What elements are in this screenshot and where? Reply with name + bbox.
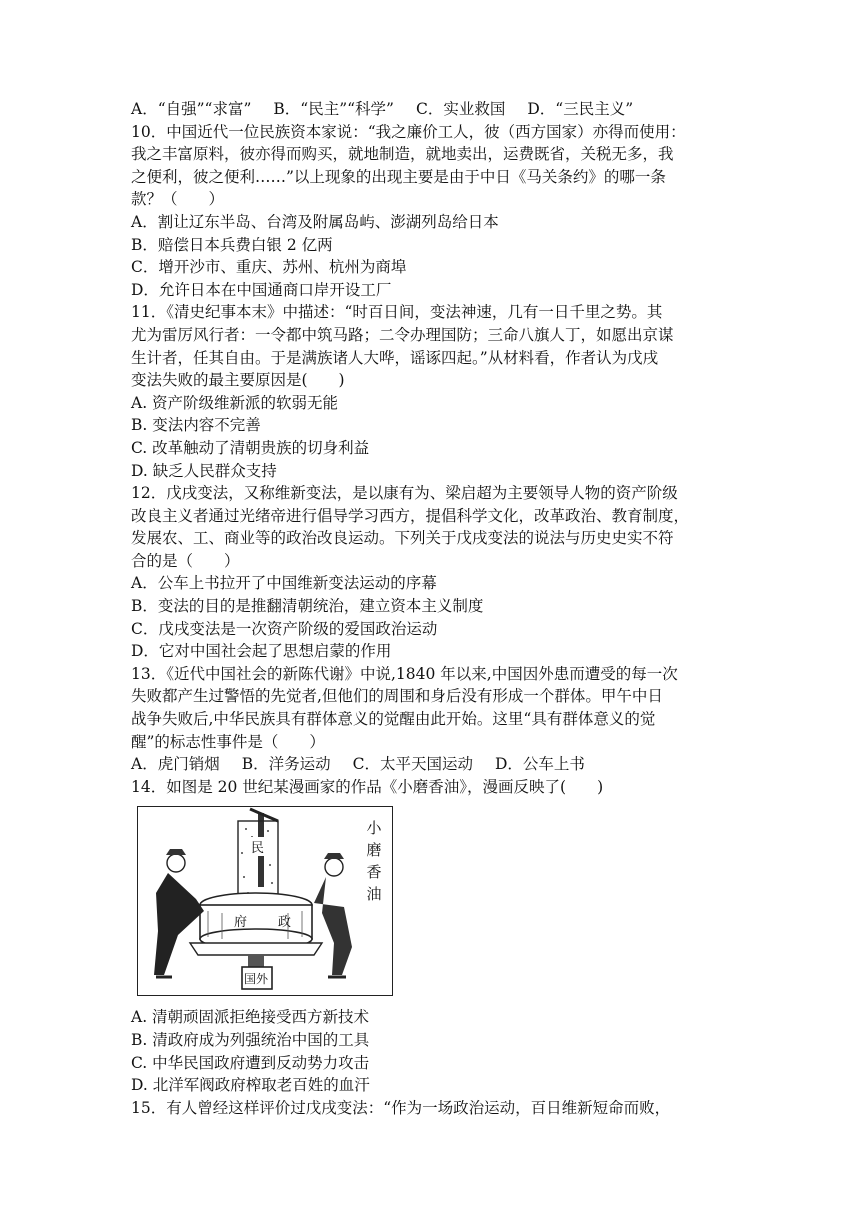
cartoon-label-zheng: 政 xyxy=(278,915,292,931)
q10-option-d: D．允许日本在中国通商口岸开设工厂 xyxy=(131,280,392,299)
cartoon-title-char: 磨 xyxy=(366,841,382,860)
q13-stem-line: 醒”的标志性事件是（ ） xyxy=(131,732,325,751)
q14-option-c: C. 中华民国政府遭到反动势力攻击 xyxy=(131,1053,370,1072)
q11-option-a: A. 资产阶级维新派的软弱无能 xyxy=(131,393,339,412)
q11-option-b: B. 变法内容不完善 xyxy=(131,416,261,435)
question-13 xyxy=(131,663,743,776)
q10-stem-line: 10．中国近代一位民族资本家说：“我之廉价工人，彼（西方国家）亦得而使用： xyxy=(131,122,686,141)
cartoon-label-guowai: 国外 xyxy=(244,972,269,987)
q14-option-b: B. 清政府成为列强统治中国的工具 xyxy=(131,1031,370,1049)
q13-stem-line: 失败都产生过警悟的先觉者,但他们的周围和身后没有形成一个群体。甲午中日 xyxy=(131,687,663,706)
q10-stem-line: 我之丰富原料，彼亦得而购买，就地制造，就地卖出，运费既省，关税无多，我 xyxy=(131,145,674,164)
question-15 xyxy=(131,1097,743,1120)
exam-page xyxy=(131,98,743,1119)
q11-stem-line: 变法失败的最主要原因是( ) xyxy=(131,371,345,390)
q12-option-d: D．它对中国社会起了思想启蒙的作用 xyxy=(131,642,392,661)
cartoon-drawing xyxy=(138,807,392,995)
q9-options xyxy=(131,98,743,121)
q15-stem-line: 15．有人曾经这样评价过戊戌变法：“作为一场政治运动，百日维新短命而败， xyxy=(131,1098,671,1117)
q9-option-b: B．“民主”“科学” xyxy=(273,100,394,118)
cartoon-label-min: 民 xyxy=(251,837,264,856)
q14-option-d: D. 北洋军阀政府榨取老百姓的血汗 xyxy=(131,1076,370,1095)
q12-stem-line: 改良主义者通过光绪帝进行倡导学习西方，提倡科学文化，改革政治、教育制度， xyxy=(131,506,690,525)
question-12 xyxy=(131,482,743,663)
q9-option-c: C．实业救国 xyxy=(415,100,506,118)
q12-option-b: B．变法的目的是推翻清朝统治，建立资本主义制度 xyxy=(131,597,484,616)
cartoon-title-char: 香 xyxy=(366,863,382,882)
cartoon-title-char: 小 xyxy=(366,819,382,838)
question-11 xyxy=(131,301,743,482)
q13-options xyxy=(131,753,743,776)
q14-stem-line: 14．如图是 20 世纪某漫画家的作品《小磨香油》，漫画反映了( ) xyxy=(131,777,604,796)
q9-option-a: A．“自强”“求富” xyxy=(131,100,252,118)
q11-stem-line: 11．《清史纪事本末》中描述：“时百日间，变法神速，几有一日千里之势。其 xyxy=(131,303,663,322)
q14-option-a: A. 清朝顽固派拒绝接受西方新技术 xyxy=(131,1008,370,1027)
q13-option-a: A．虎门销烟 xyxy=(131,755,220,774)
q13-option-b: B．洋务运动 xyxy=(241,755,331,774)
q10-stem-line: 款？（ ） xyxy=(131,190,225,209)
q9-option-d: D．“三民主义” xyxy=(527,100,634,118)
q10-stem-line: 之便利，彼之便利……”以上现象的出现主要是由于中日《马关条约》的哪一条 xyxy=(131,167,666,186)
q11-stem-line: 尤为雷厉风行者：一令都中筑马路；二令办理国防；三命八旗人丁，如愿出京谋 xyxy=(131,325,674,344)
q11-stem-line: 生计者，任其自由。于是满族诸人大哗，谣诼四起。”从材料看，作者认为戊戌 xyxy=(131,348,659,367)
q10-option-c: C．增开沙市、重庆、苏州、杭州为商埠 xyxy=(131,258,407,277)
q12-option-c: C．戊戌变法是一次资产阶级的爱国政治运动 xyxy=(131,619,438,638)
q12-option-a: A．公车上书拉开了中国维新变法运动的序幕 xyxy=(131,574,437,593)
q11-option-c: C. 改革触动了清朝贵族的切身利益 xyxy=(131,438,370,457)
q10-option-b: B．赔偿日本兵费白银 2 亿两 xyxy=(131,235,333,254)
question-10 xyxy=(131,121,743,302)
q13-option-d: D．公车上书 xyxy=(494,755,585,774)
q13-stem-line: 战争失败后,中华民族具有群体意义的觉醒由此开始。这里“具有群体意义的觉 xyxy=(131,710,656,729)
question-14 xyxy=(131,776,743,1097)
cartoon-label-fu: 府 xyxy=(234,915,248,931)
q12-stem-line: 发展农、工、商业等的政治改良运动。下列关于戊戌变法的说法与历史史实不符 xyxy=(131,529,674,548)
cartoon-title-char: 油 xyxy=(366,885,382,904)
cartoon-title xyxy=(364,817,384,905)
q13-stem-line: 13．《近代中国社会的新陈代谢》中说,1840 年以来,中国因外患而遭受的每一次 xyxy=(131,664,678,683)
q12-stem-line: 合的是（ ） xyxy=(131,551,240,570)
q11-option-d: D. 缺乏人民群众支持 xyxy=(131,461,277,480)
cartoon-xiaomo-xiangyou xyxy=(137,806,393,996)
q10-option-a: A．割让辽东半岛、台湾及附属岛屿、澎湖列岛给日本 xyxy=(131,212,499,231)
q13-option-c: C．太平天国运动 xyxy=(352,755,473,774)
q12-stem-line: 12．戊戌变法，又称维新变法，是以康有为、梁启超为主要领导人物的资产阶级 xyxy=(131,484,678,503)
